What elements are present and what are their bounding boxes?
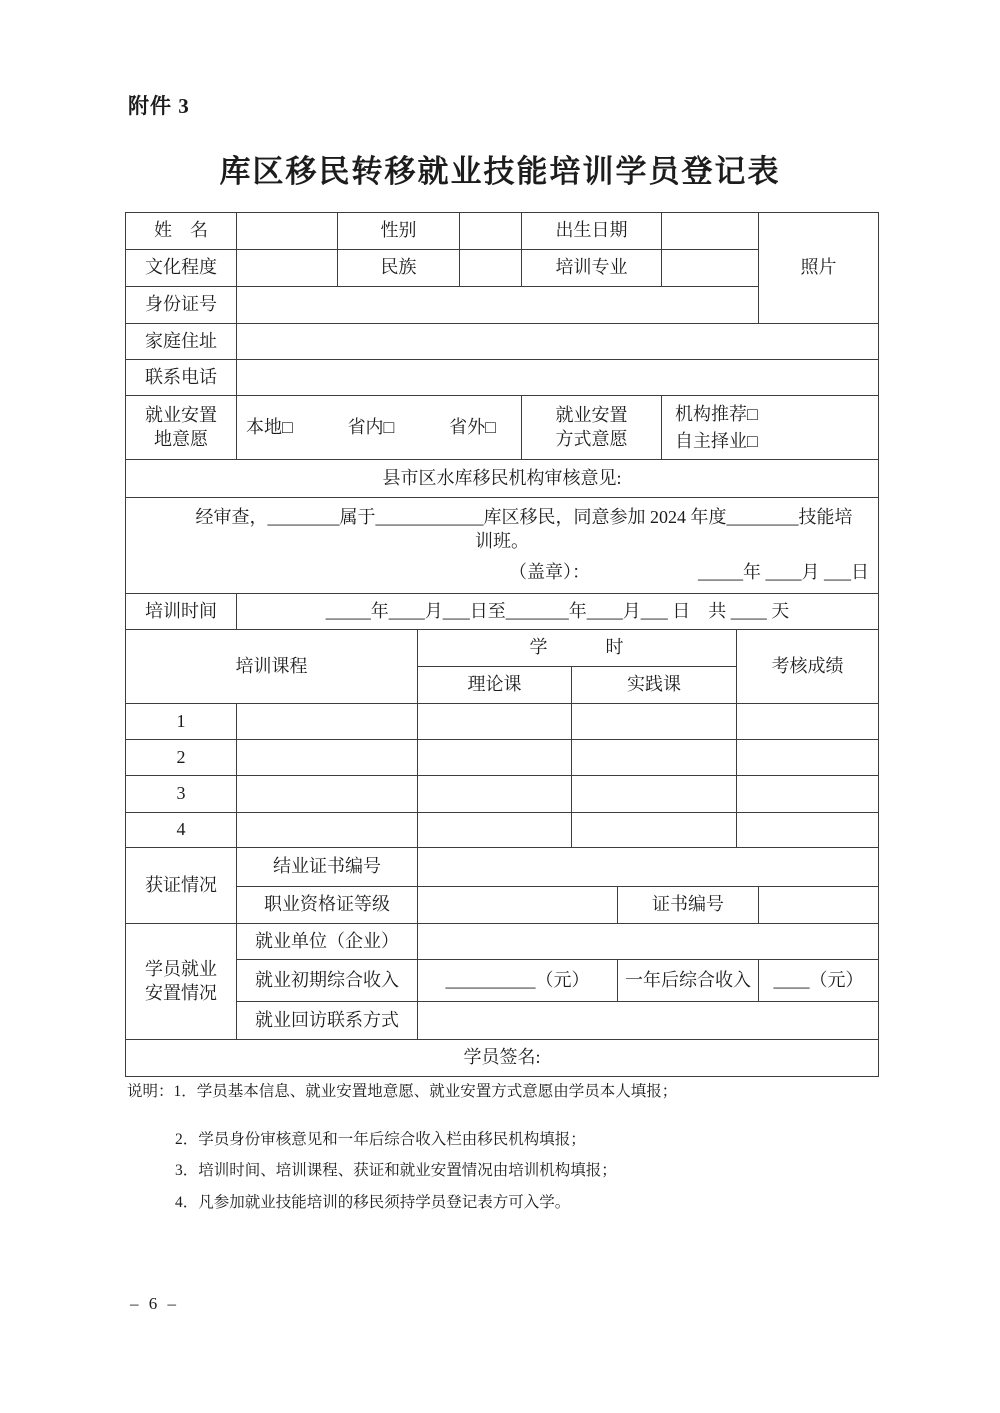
ethnic-label: 民族 [338,250,460,287]
practice-hours-cell [572,740,737,776]
registration-table [125,212,879,1077]
followup-value-cell [418,1002,879,1040]
training-time-blank: _____年____月___日至_______年____月___ 日 共 ____ 天 [237,594,879,630]
row-review-header [126,460,879,498]
row-placement [126,396,879,460]
page-number: – 6 – [130,1294,179,1313]
employment-section-label: 学员就业 安置情况 [126,924,237,1040]
row-followup [126,1002,879,1040]
attachment-label: 附件 3 [128,94,190,118]
score-cell [737,813,879,848]
address-value-cell [237,324,879,360]
initial-income-blank: __________（元） [418,960,618,1002]
score-cell [737,776,879,813]
checkbox-in-province: 省内□ [347,416,395,437]
note-text: 1．学员基本信息、就业安置地意愿、就业安置方式意愿由学员本人填报； [173,1083,678,1100]
signature-label: 学员签名: [126,1040,879,1077]
checkbox-local: 本地□ [246,416,293,437]
gender-value-cell [460,213,522,250]
course-name-cell [237,704,418,740]
course-name-cell [237,776,418,813]
theory-hours-cell [418,740,572,776]
ethnic-value-cell [460,250,522,287]
notes-section [127,1081,877,1224]
education-value-cell [237,250,338,287]
employer-label: 就业单位（企业） [237,924,418,960]
seal-label: （盖章）： [509,562,591,583]
id-label: 身份证号 [126,287,237,324]
name-label: 姓 名 [126,213,237,250]
training-time-label: 培训时间 [126,594,237,630]
id-value-cell [237,287,759,324]
course-name-cell [237,740,418,776]
course-number: 3 [126,776,237,813]
row-phone [126,360,879,396]
course-row [126,813,879,848]
placement-mode-options [662,396,879,460]
theory-hours-cell [418,776,572,813]
row-training-time [126,594,879,630]
certificate-section-label: 获证情况 [126,848,237,924]
practice-hours-cell [572,704,737,740]
course-number: 2 [126,740,237,776]
completion-no-cell [418,848,879,887]
placement-location-label: 就业安置 地意愿 [126,396,237,460]
qualification-value-cell [418,887,618,924]
completion-no-label: 结业证书编号 [237,848,418,887]
phone-value-cell [237,360,879,396]
review-line2: 训班。 [475,530,529,551]
employer-value-cell [418,924,879,960]
followup-label: 就业回访联系方式 [237,1002,418,1040]
review-seal-date [129,561,875,584]
note-item [127,1081,877,1103]
course-name-cell [237,813,418,848]
practice-label: 实践课 [572,667,737,704]
theory-label: 理论课 [418,667,572,704]
address-label: 家庭住址 [126,324,237,360]
education-label: 文化程度 [126,250,237,287]
gender-label: 性别 [338,213,460,250]
course-row [126,740,879,776]
birth-value-cell [662,213,759,250]
row-review-body [126,498,879,594]
birth-label: 出生日期 [522,213,662,250]
course-number: 1 [126,704,237,740]
review-body [126,498,879,594]
checkbox-recommend: 机构推荐□ [675,403,758,424]
theory-hours-cell [418,813,572,848]
score-cell [737,704,879,740]
cert-no-label: 证书编号 [618,887,759,924]
note-item: 2．学员身份审核意见和一年后综合收入栏由移民机构填报； [175,1130,586,1148]
row-employer [126,924,879,960]
row-address [126,324,879,360]
row-qualification-cert [126,887,879,924]
course-label: 培训课程 [126,630,418,704]
major-label: 培训专业 [522,250,662,287]
initial-income-label: 就业初期综合收入 [237,960,418,1002]
note-item: 4．凡参加就业技能培训的移民须持学员登记表方可入学。 [175,1194,571,1212]
year-income-label: 一年后综合收入 [618,960,759,1002]
course-row [126,704,879,740]
cert-no-cell [759,887,879,924]
row-completion-cert [126,848,879,887]
review-date-blank: _____年 ____月 ___日 [698,562,870,583]
row-name [126,213,879,250]
review-line1: 经审查，________属于____________库区移民，同意参加 2024 年度________技能培 [195,507,853,528]
practice-hours-cell [572,813,737,848]
phone-label: 联系电话 [126,360,237,396]
photo-cell: 照片 [759,213,879,324]
checkbox-out-province: 省外□ [449,416,496,437]
form-title: 库区移民转移就业技能培训学员登记表 [219,154,781,189]
row-signature [126,1040,879,1077]
course-row [126,776,879,813]
row-income [126,960,879,1002]
hours-label: 学 时 [418,630,737,667]
review-header: 县市区水库移民机构审核意见: [126,460,879,498]
placement-location-options [237,396,522,460]
theory-hours-cell [418,704,572,740]
course-number: 4 [126,813,237,848]
note-item: 3．培训时间、培训课程、获证和就业安置情况由培训机构填报； [175,1162,617,1180]
score-cell [737,740,879,776]
major-value-cell [662,250,759,287]
practice-hours-cell [572,776,737,813]
qualification-label: 职业资格证等级 [237,887,418,924]
score-label: 考核成绩 [737,630,879,704]
year-income-blank: ____（元） [759,960,879,1002]
checkbox-self-employ: 自主择业□ [675,430,758,451]
notes-label: 说明： [127,1083,174,1100]
row-course-header [126,630,879,667]
placement-mode-label: 就业安置 方式意愿 [522,396,662,460]
name-value-cell [237,213,338,250]
